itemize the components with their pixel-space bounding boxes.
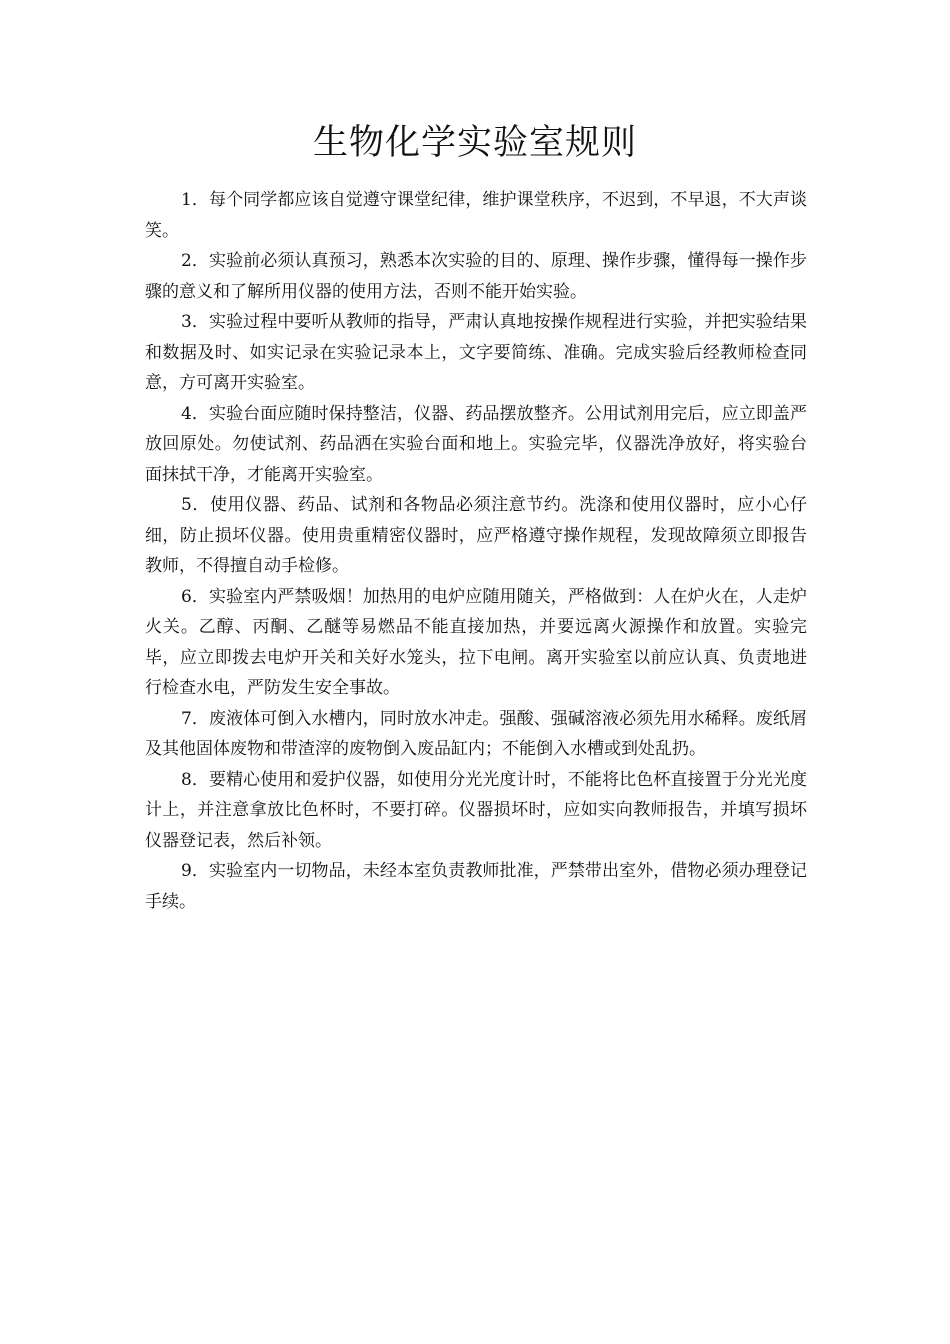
rule-item-6: 6．实验室内严禁吸烟！加热用的电炉应随用随关，严格做到：人在炉火在，人走炉火关。乙醇、丙酮、乙醚等易燃品不能直接加热，并要远离火源操作和放置。实验完毕，应立即拨去电炉开关和关好水笼头，拉下电闸。离开实验室以前应认真、负责地进行检查水电，严防发生安全事故。 bbox=[145, 586, 807, 698]
rule-item-4: 4．实验台面应随时保持整洁，仪器、药品摆放整齐。公用试剂用完后，应立即盖严放回原处。勿使试剂、药品洒在实验台面和地上。实验完毕，仪器洗净放好，将实验台面抹拭干净，才能离开实验室。 bbox=[145, 403, 807, 485]
rule-item-3: 3．实验过程中要听从教师的指导，严肃认真地按操作规程进行实验，并把实验结果和数据及时、如实记录在实验记录本上，文字要简练、准确。完成实验后经教师检查同意，方可离开实验室。 bbox=[145, 312, 807, 393]
rule-item-2: 2．实验前必须认真预习，熟悉本次实验的目的、原理、操作步骤，懂得每一操作步骤的意义和了解所用仪器的使用方法，否则不能开始实验。 bbox=[145, 251, 807, 302]
rule-item-1: 1．每个同学都应该自觉遵守课堂纪律，维护课堂秩序，不迟到，不早退，不大声谈笑。 bbox=[145, 190, 807, 241]
page-title: 生物化学实验室规则 bbox=[312, 123, 637, 163]
rule-item-8: 8．要精心使用和爱护仪器，如使用分光光度计时，不能将比色杯直接置于分光光度计上，并注意拿放比色杯时，不要打碎。仪器损坏时，应如实向教师报告，并填写损坏仪器登记表，然后补领。 bbox=[145, 769, 807, 851]
rules-list bbox=[145, 185, 807, 917]
rule-item-9: 9．实验室内一切物品，未经本室负责教师批准，严禁带出室外，借物必须办理登记手续。 bbox=[145, 861, 807, 912]
rule-item-5: 5．使用仪器、药品、试剂和各物品必须注意节约。洗涤和使用仪器时，应小心仔细，防止损坏仪器。使用贵重精密仪器时，应严格遵守操作规程，发现故障须立即报告教师，不得擅自动手检修。 bbox=[145, 495, 807, 576]
rule-item-7: 7．废液体可倒入水槽内，同时放水冲走。强酸、强碱溶液必须先用水稀释。废纸屑及其他固体废物和带渣滓的废物倒入废品缸内；不能倒入水槽或到处乱扔。 bbox=[145, 708, 807, 759]
